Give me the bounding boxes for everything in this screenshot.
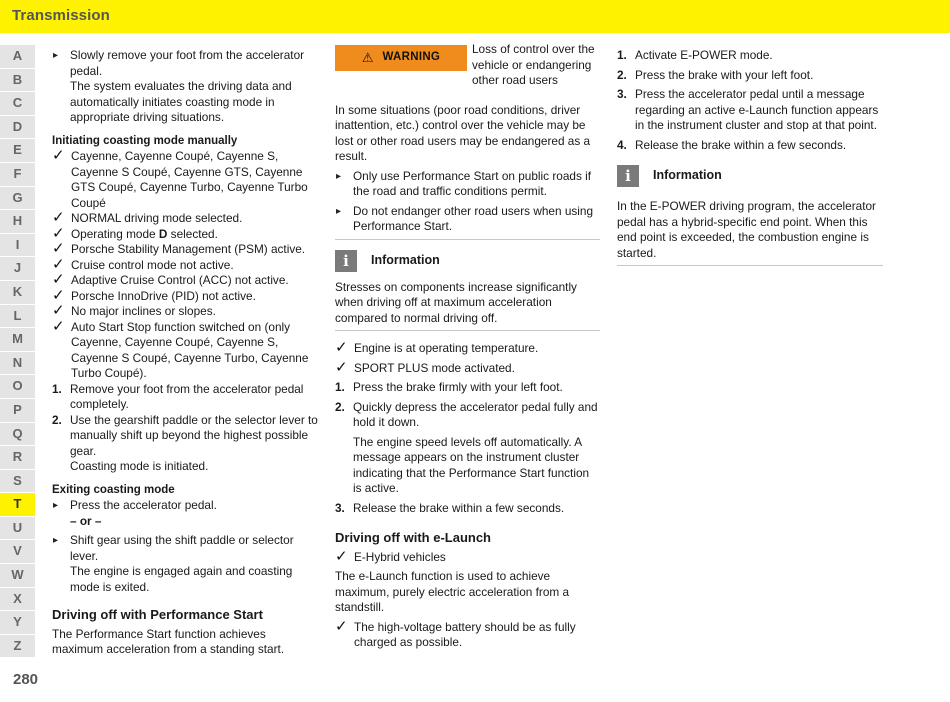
index-letter-o[interactable]: O — [0, 375, 35, 399]
index-letter-a[interactable]: A — [0, 45, 35, 69]
exiting-heading: Exiting coasting mode — [52, 483, 175, 496]
index-letter-s[interactable]: S — [0, 470, 35, 494]
warning-badge — [335, 45, 467, 71]
index-letter-c[interactable]: C — [0, 92, 35, 116]
instruction-bullet: ▸ Press the accelerator pedal. — [52, 498, 318, 514]
information-header — [617, 165, 883, 187]
warning-label: WARNING — [382, 51, 441, 64]
column-2 — [335, 42, 600, 651]
index-letter-u[interactable]: U — [0, 517, 35, 541]
info-icon: i — [617, 165, 639, 187]
requirement-item: ✓ Porsche InnoDrive (PID) not active. — [52, 289, 318, 305]
index-letter-l[interactable]: L — [0, 305, 35, 329]
requirement-item: ✓ Engine is at operating temperature. — [335, 341, 600, 357]
result-text: The engine is engaged again and coasting mode is exited. — [70, 564, 293, 594]
index-letter-n[interactable]: N — [0, 352, 35, 376]
divider — [617, 265, 883, 266]
information-label: Information — [371, 252, 440, 267]
alphabet-index — [0, 45, 35, 658]
information-header — [335, 250, 600, 272]
instruction-bullet: ▸ Shift gear using the shift paddle or selector lever. — [52, 533, 318, 564]
step-item: 4. Release the brake within a few seconds. — [617, 137, 847, 152]
elaunch-heading: Driving off with e-Launch — [335, 530, 491, 545]
requirement-item: ✓ Operating mode D selected. — [52, 227, 318, 243]
column-1 — [52, 48, 318, 658]
requirement-item: ✓ Adaptive Cruise Control (ACC) not active. — [52, 273, 318, 289]
index-letter-e[interactable]: E — [0, 139, 35, 163]
warning-block — [335, 42, 600, 89]
step-item: 2. Press the brake with your left foot. — [617, 67, 814, 82]
requirement-item: ✓ No major inclines or slopes. — [52, 304, 318, 320]
step-item: 1. Press the brake firmly with your left foot. — [335, 380, 563, 394]
warning-bullet: ▸ Do not endanger other road users when using Performance Start. — [335, 204, 600, 235]
warning-body: In some situations (poor road conditions, driver inattention, etc.) control over the vehicle may be lost or other road users may be endangered as a result. — [335, 102, 591, 163]
index-letter-h[interactable]: H — [0, 210, 35, 234]
index-letter-v[interactable]: V — [0, 540, 35, 564]
divider — [335, 330, 600, 331]
step-item: 1. Activate E-POWER mode. — [617, 48, 773, 62]
index-letter-y[interactable]: Y — [0, 611, 35, 635]
index-letter-w[interactable]: W — [0, 564, 35, 588]
step-item: 3. Release the brake within a few seconds. — [335, 500, 565, 515]
step-item: 2. Quickly depress the accelerator pedal fully and hold it down. — [335, 399, 598, 429]
divider — [335, 239, 600, 240]
requirement-item: ✓ Porsche Stability Management (PSM) active. — [52, 242, 318, 258]
information-text: In the E-POWER driving program, the accelerator pedal has a hybrid-specific end point. When this end point is exceeded, the combustion engine is started. — [617, 199, 876, 260]
information-text: Stresses on components increase significantly when driving off at maximum acceleration compared to normal driving off. — [335, 279, 577, 325]
index-letter-g[interactable]: G — [0, 187, 35, 211]
result-text: Coasting mode is initiated. — [70, 459, 209, 473]
index-letter-f[interactable]: F — [0, 163, 35, 187]
index-letter-t[interactable]: T — [0, 493, 35, 517]
or-separator: – or – — [70, 513, 102, 528]
page-header — [0, 0, 950, 33]
index-letter-i[interactable]: I — [0, 234, 35, 258]
index-letter-z[interactable]: Z — [0, 635, 35, 659]
column-3 — [617, 48, 883, 266]
info-icon: i — [335, 250, 357, 272]
section-title: Transmission — [12, 7, 110, 24]
initiating-heading: Initiating coasting mode manually — [52, 134, 238, 147]
index-letter-j[interactable]: J — [0, 257, 35, 281]
instruction-bullet: ▸ Slowly remove your foot from the accelerator pedal. — [52, 48, 318, 79]
requirement-item: ✓ Cayenne, Cayenne Coupé, Cayenne S, Cayenne S Coupé, Cayenne GTS, Cayenne GTS Coupé, Cayenne Turbo, Cayenne Turbo Coupé — [52, 149, 318, 211]
index-letter-m[interactable]: M — [0, 328, 35, 352]
elaunch-text: The e-Launch function is used to achieve maximum, purely electric acceleration from a standstill. — [335, 569, 570, 614]
step-item: 3. Press the accelerator pedal until a message regarding an active e-Launch function appears in the instrument cluster and stop at that point. — [617, 87, 879, 132]
step-item: 1. Remove your foot from the accelerator pedal completely. — [52, 381, 304, 411]
performance-start-text: The Performance Start function achieves maximum acceleration from a standing start. — [52, 626, 285, 656]
result-text: The engine speed levels off automatically. A message appears on the instrument cluster indicating that the Performance Start function is active. — [353, 434, 590, 495]
requirement-item: ✓ E-Hybrid vehicles — [335, 550, 600, 566]
warning-triangle-icon: ⚠ — [361, 50, 374, 66]
warning-summary: Loss of control over the vehicle or endangering other road users — [472, 42, 595, 87]
index-letter-x[interactable]: X — [0, 588, 35, 612]
performance-start-heading: Driving off with Performance Start — [52, 607, 263, 622]
requirement-item: ✓ The high-voltage battery should be as fully charged as possible. — [335, 620, 600, 651]
page-number: 280 — [13, 671, 39, 688]
index-letter-r[interactable]: R — [0, 446, 35, 470]
index-letter-p[interactable]: P — [0, 399, 35, 423]
warning-bullet: ▸ Only use Performance Start on public roads if the road and traffic conditions permit. — [335, 169, 600, 200]
step-item: 2. Use the gearshift paddle or the selector lever to manually shift up beyond the highest possible gear. — [52, 412, 318, 458]
index-letter-q[interactable]: Q — [0, 423, 35, 447]
information-label: Information — [653, 168, 722, 183]
requirement-item: ✓ SPORT PLUS mode activated. — [335, 361, 600, 377]
index-letter-b[interactable]: B — [0, 69, 35, 93]
index-letter-d[interactable]: D — [0, 116, 35, 140]
result-text: The system evaluates the driving data and automatically initiates coasting mode in appropriate driving situations. — [70, 79, 292, 124]
requirement-item: ✓ Auto Start Stop function switched on (only Cayenne, Cayenne Coupé, Cayenne S, Cayenne S Coupé, Cayenne Turbo, Cayenne Turbo Coupé). — [52, 320, 318, 382]
requirement-item: ✓ NORMAL driving mode selected. — [52, 211, 318, 227]
requirement-item: ✓ Cruise control mode not active. — [52, 258, 318, 274]
index-letter-k[interactable]: K — [0, 281, 35, 305]
